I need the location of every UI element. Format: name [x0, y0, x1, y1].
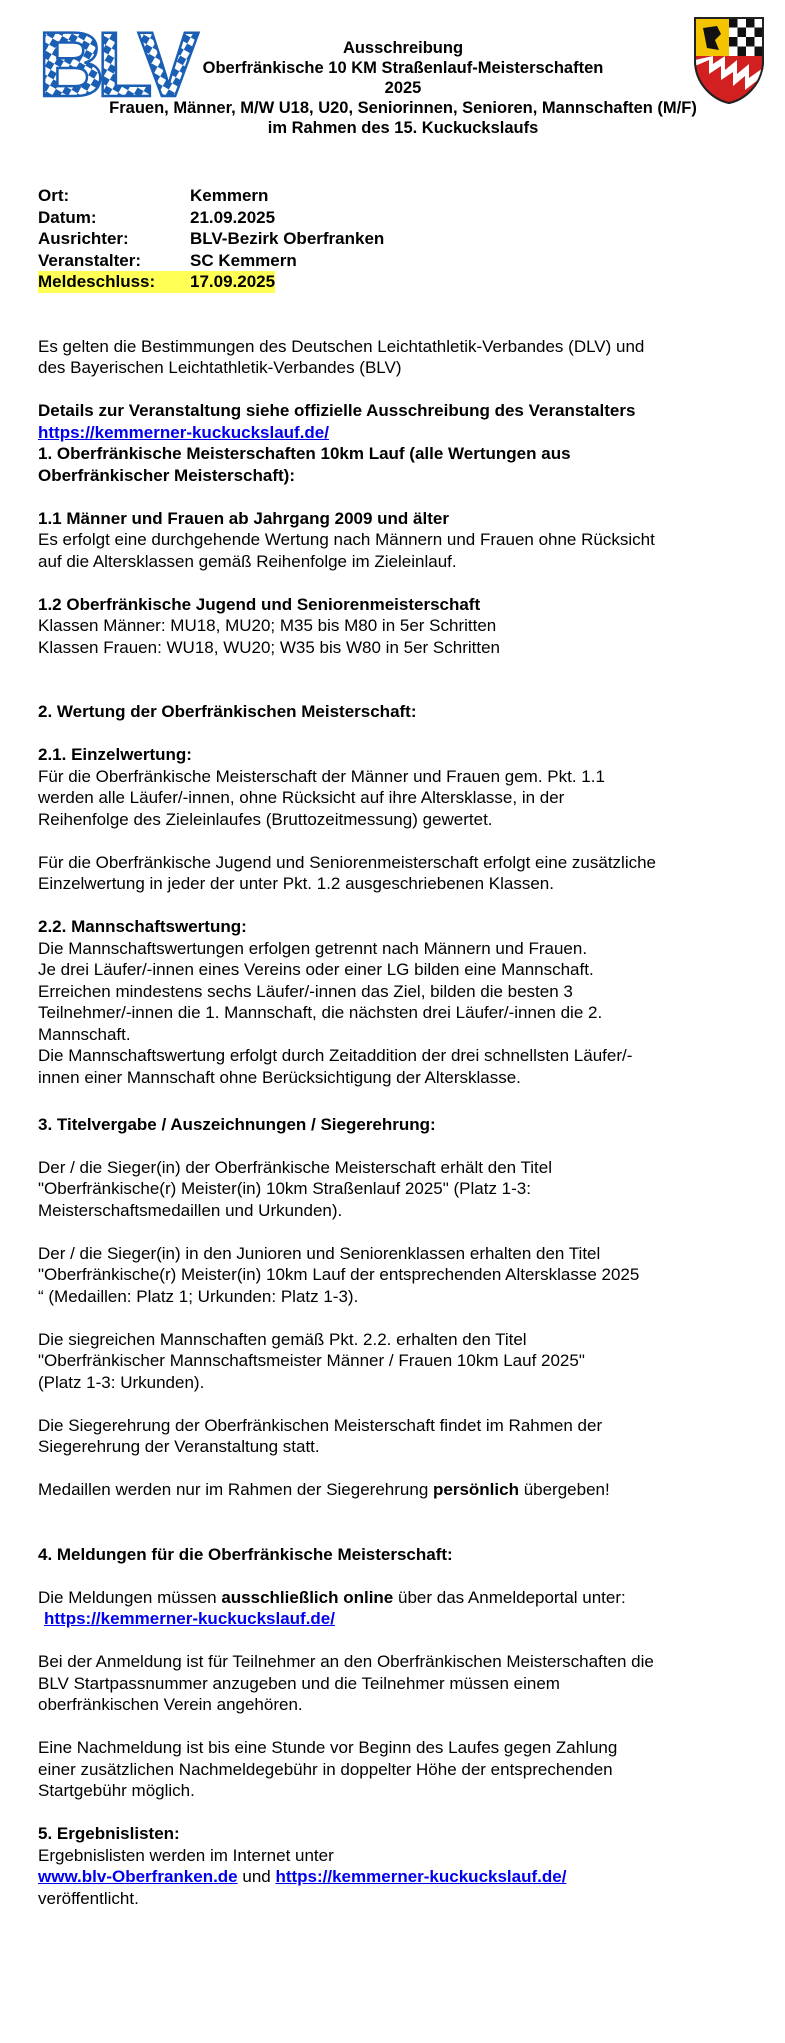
text-line: Der / die Sieger(in) der Oberfränkische Meisterschaft erhält den Titel [38, 1157, 553, 1177]
registration-link[interactable]: https://kemmerner-kuckuckslauf.de/ [44, 1609, 335, 1628]
event-categories: Frauen, Männer, M/W U18, U20, Seniorinnen, Senioren, Mannschaften (M/F) [109, 99, 697, 117]
text-line: Klassen Frauen: WU18, WU20; W35 bis W80 in 5er Schritten [38, 637, 501, 657]
section-1-1-heading: 1.1 Männer und Frauen ab Jahrgang 2009 und älter [38, 508, 449, 528]
text-line: Je drei Läufer/-innen eines Vereins oder einer LG bilden eine Mannschaft. [38, 960, 594, 979]
info-value: SC Kemmern [190, 250, 297, 270]
intro-paragraph [38, 336, 768, 379]
text-fragment: über das Anmeldeportal unter: [393, 1587, 626, 1607]
section-5-heading: 5. Ergebnislisten: [38, 1824, 180, 1843]
text-line: Siegerehrung der Veranstaltung statt. [38, 1437, 320, 1456]
meldeschluss-highlight [38, 271, 275, 293]
info-row-datum [38, 207, 768, 229]
text-line: (Platz 1-3: Urkunden). [38, 1372, 205, 1392]
section-1-1-text [38, 529, 768, 572]
details-note: Details zur Veranstaltung siehe offizielle Ausschreibung des Veranstalters [38, 401, 636, 420]
section-2-2-heading: 2.2. Mannschaftswertung: [38, 917, 247, 936]
text-fragment: und [237, 1867, 276, 1886]
section-3-text-3 [38, 1329, 768, 1394]
document-header [38, 0, 768, 142]
text-fragment: Die Meldungen müssen [38, 1587, 222, 1607]
section-4-text-2 [38, 1651, 768, 1716]
info-row-ausrichter [38, 228, 768, 250]
section-2-2-text [38, 938, 768, 1089]
section-1-2-text [38, 615, 768, 658]
emphasis-text: ausschließlich online [221, 1587, 394, 1607]
section-5-links [38, 1866, 768, 1888]
text-line: des Bayerischen Leichtathletik-Verbandes (BLV) [38, 358, 402, 377]
text-line: einer zusätzlichen Nachmeldegebühr in doppelter Höhe der entsprechenden [38, 1759, 613, 1779]
section-4-text-3 [38, 1737, 768, 1802]
organizer-link[interactable]: https://kemmerner-kuckuckslauf.de/ [38, 422, 329, 442]
info-label: Ausrichter: [38, 229, 129, 248]
document-page [38, 0, 768, 1909]
info-value: 21.09.2025 [190, 207, 276, 227]
document-body [38, 336, 768, 1910]
text-line: Teilnehmer/-innen die 1. Mannschaft, die nächsten drei Läufer/-innen die 2. [38, 1003, 603, 1022]
section-1-heading [38, 443, 768, 486]
text-line: Einzelwertung in jeder der unter Pkt. 1.2 ausgeschriebenen Klassen. [38, 874, 554, 893]
section-3-text-4 [38, 1415, 768, 1458]
text-line: Eine Nachmeldung ist bis eine Stunde vor Beginn des Laufes gegen Zahlung [38, 1738, 618, 1757]
text-line: Startgebühr möglich. [38, 1781, 195, 1800]
text-line: Klassen Männer: MU18, MU20; M35 bis M80 in 5er Schritten [38, 616, 497, 635]
info-label: Datum: [38, 207, 97, 227]
event-context: im Rahmen des 15. Kuckuckslaufs [267, 119, 539, 137]
info-value: 17.09.2025 [190, 272, 276, 291]
text-line: "Oberfränkischer Mannschaftsmeister Männer / Frauen 10km Lauf 2025" [38, 1351, 585, 1370]
text-line: Es erfolgt eine durchgehende Wertung nach Männern und Frauen ohne Rücksicht [38, 530, 655, 549]
text-line: Die siegreichen Mannschaften gemäß Pkt. 2.2. erhalten den Titel [38, 1329, 527, 1349]
text-line: auf die Altersklassen gemäß Reihenfolge im Zieleinlauf. [38, 551, 457, 571]
info-label: Ort: [38, 186, 70, 205]
document-title-block [38, 38, 768, 138]
text-line: innen einer Mannschaft ohne Berücksichtigung der Altersklasse. [38, 1067, 521, 1087]
section-3-heading: 3. Titelvergabe / Auszeichnungen / Siegerehrung: [38, 1114, 436, 1134]
section-2-1-heading: 2.1. Einzelwertung: [38, 745, 192, 764]
text-line: Oberfränkischer Meisterschaft): [38, 465, 295, 485]
section-2-1-text [38, 766, 768, 831]
info-row-meldeschluss [38, 271, 768, 293]
text-line: Die Mannschaftswertung erfolgt durch Zeitaddition der drei schnellsten Läufer/- [38, 1046, 633, 1065]
info-row-veranstalter [38, 250, 768, 272]
section-4-heading: 4. Meldungen für die Oberfränkische Meisterschaft: [38, 1544, 453, 1564]
info-value: BLV-Bezirk Oberfranken [190, 229, 385, 248]
text-line: Es gelten die Bestimmungen des Deutschen Leichtathletik-Verbandes (DLV) und [38, 336, 645, 356]
text-line: Erreichen mindestens sechs Läufer/-innen das Ziel, bilden die besten 3 [38, 981, 573, 1001]
text-line: BLV Startpassnummer anzugeben und die Teilnehmer müssen einem [38, 1673, 560, 1693]
text-line: Mannschaft. [38, 1024, 131, 1044]
text-line: Für die Oberfränkische Meisterschaft der Männer und Frauen gem. Pkt. 1.1 [38, 766, 605, 786]
text-line: Meisterschaftsmedaillen und Urkunden). [38, 1200, 343, 1220]
emphasis-text: persönlich [433, 1480, 519, 1499]
event-year: 2025 [384, 79, 422, 97]
text-line: Für die Oberfränkische Jugend und Seniorenmeisterschaft erfolgt eine zusätzliche [38, 852, 657, 872]
section-4-text-1 [38, 1587, 768, 1609]
text-line: Der / die Sieger(in) in den Junioren und Seniorenklassen erhalten den Titel [38, 1243, 601, 1263]
section-2-1-text-2 [38, 852, 768, 895]
text-line: "Oberfränkische(r) Meister(in) 10km Lauf der entsprechenden Altersklasse 2025 [38, 1265, 640, 1284]
section-3-text-1 [38, 1157, 768, 1222]
text-line: Die Siegerehrung der Oberfränkischen Meisterschaft findet im Rahmen der [38, 1415, 603, 1435]
text-line: 1. Oberfränkische Meisterschaften 10km Lauf (alle Wertungen aus [38, 444, 571, 463]
section-3-text-5 [38, 1479, 768, 1501]
results-link[interactable]: https://kemmerner-kuckuckslauf.de/ [275, 1867, 567, 1886]
info-value: Kemmern [190, 186, 269, 205]
text-line: “ (Medaillen: Platz 1; Urkunden: Platz 1-3). [38, 1286, 359, 1306]
section-5-text: Ergebnislisten werden im Internet unter [38, 1845, 334, 1865]
event-info-table [38, 185, 768, 293]
text-line: Bei der Anmeldung ist für Teilnehmer an den Oberfränkischen Meisterschaften die [38, 1652, 654, 1671]
text-line: "Oberfränkische(r) Meister(in) 10km Straßenlauf 2025" (Platz 1-3: [38, 1179, 531, 1198]
text-line: oberfränkischen Verein angehören. [38, 1695, 303, 1714]
section-5-text-end: veröffentlicht. [38, 1888, 139, 1908]
event-title: Oberfränkische 10 KM Straßenlauf-Meisterschaften [202, 59, 604, 77]
info-label: Meldeschluss: [38, 272, 156, 291]
document-title: Ausschreibung [342, 39, 464, 57]
section-3-text-2 [38, 1243, 768, 1308]
info-row-ort [38, 185, 768, 207]
text-fragment: Medaillen werden nur im Rahmen der Siegerehrung [38, 1480, 433, 1499]
section-2-heading: 2. Wertung der Oberfränkischen Meisterschaft: [38, 702, 417, 721]
info-label: Veranstalter: [38, 250, 141, 270]
text-fragment: übergeben! [518, 1480, 610, 1499]
section-1-2-heading: 1.2 Oberfränkische Jugend und Seniorenmeisterschaft [38, 594, 481, 614]
text-line: Die Mannschaftswertungen erfolgen getrennt nach Männern und Frauen. [38, 938, 588, 958]
text-line: werden alle Läufer/-innen, ohne Rücksicht auf ihre Altersklasse, in der [38, 788, 565, 807]
text-line: Reihenfolge des Zieleinlaufes (Bruttozeitmessung) gewertet. [38, 809, 493, 829]
blv-oberfranken-link[interactable]: www.blv-Oberfranken.de [38, 1867, 238, 1886]
svg-text:BLV: BLV [38, 14, 192, 116]
